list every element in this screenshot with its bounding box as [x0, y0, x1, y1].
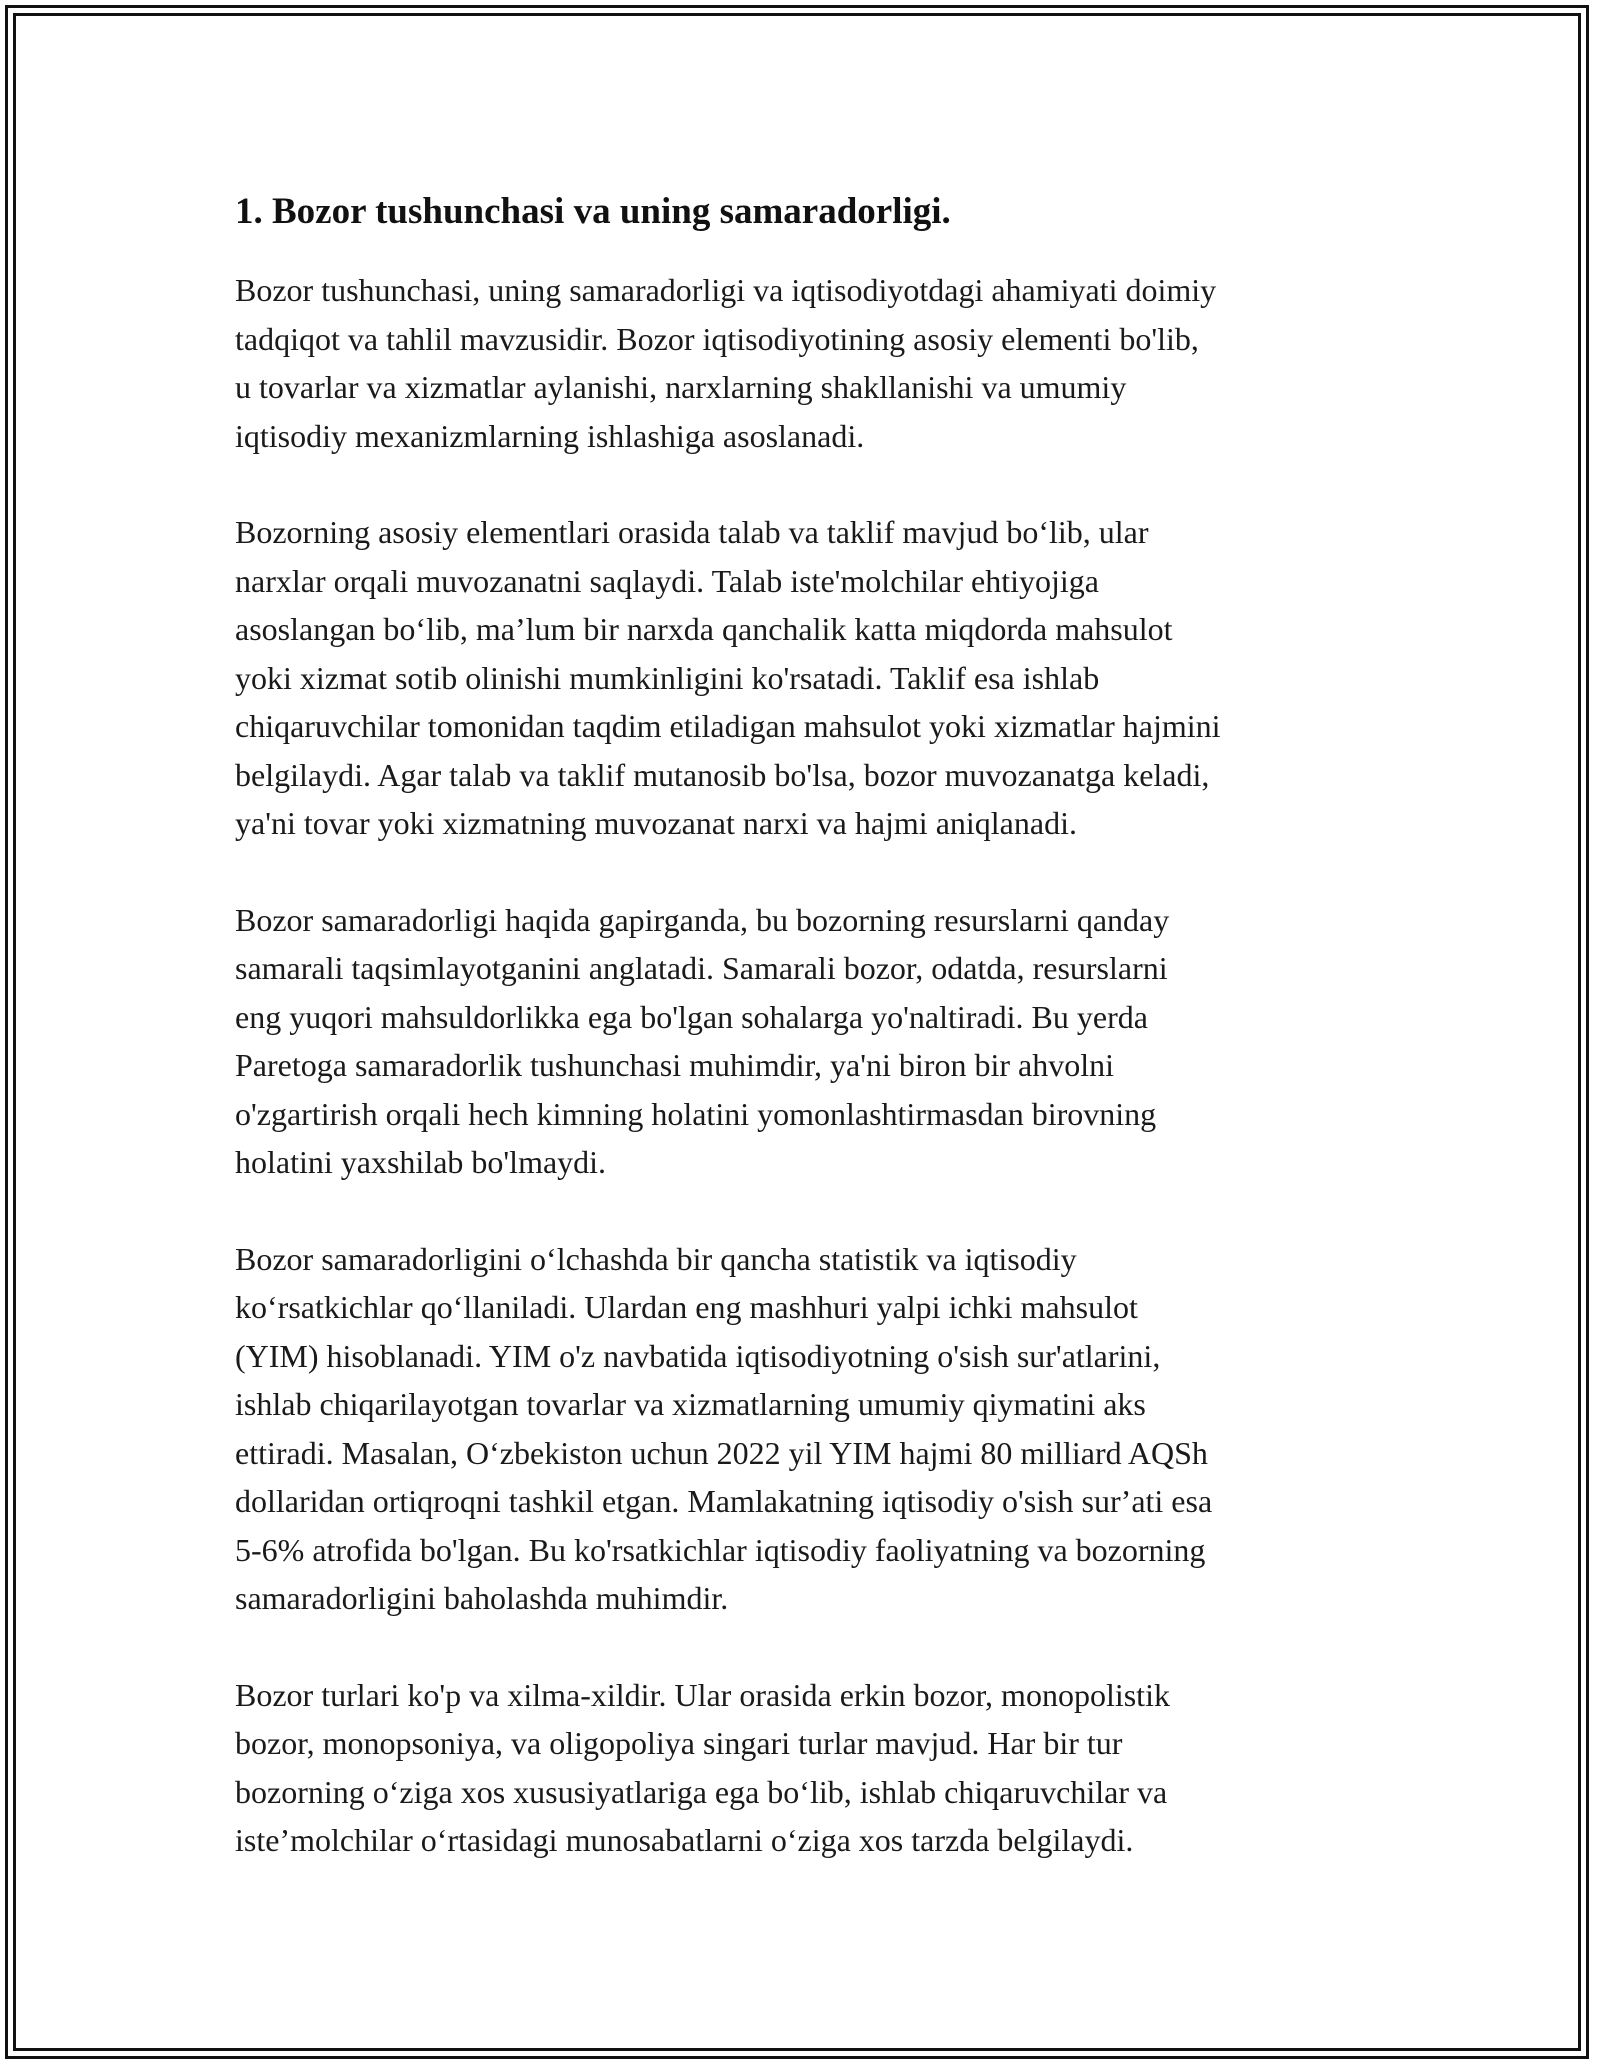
text-line: dollaridan ortiqroqni tashkil etgan. Mamlakatning iqtisodiy o'sish surʼati esa	[235, 1483, 1213, 1519]
text-line: narxlar orqali muvozanatni saqlaydi. Talab iste'molchilar ehtiyojiga	[235, 562, 1099, 599]
text-line: bozor, monopsoniya, va oligopoliya singari turlar mavjud. Har bir tur	[235, 1725, 1123, 1761]
text-line: koʻrsatkichlar qoʻllaniladi. Ulardan eng mashhuri yalpi ichki mahsulot	[235, 1289, 1138, 1325]
text-line: bozorning oʻziga xos xususiyatlariga ega boʻlib, ishlab chiqaruvchilar va	[235, 1773, 1168, 1810]
text-line: ettiradi. Masalan, Oʻzbekiston uchun 2022 yil YIM hajmi 80 milliard AQSh	[235, 1434, 1208, 1471]
text-line: belgilaydi. Agar talab va taklif mutanosib bo'lsa, bozor muvozanatga keladi,	[235, 756, 1210, 793]
paragraph-market-efficiency	[235, 896, 1385, 1187]
document-body	[235, 188, 1385, 1913]
paragraph-market-concept	[235, 266, 1385, 460]
text-line: (YIM) hisoblanadi. YIM o'z navbatida iqtisodiyotning o'sish sur'atlarini,	[235, 1337, 1161, 1374]
text-line: holatini yaxshilab bo'lmaydi.	[235, 1144, 607, 1180]
text-line: Bozor samaradorligi haqida gapirganda, bu bozorning resurslarni qanday	[235, 901, 1170, 938]
text-line: Paretoga samaradorlik tushunchasi muhimdir, ya'ni biron bir ahvolni	[235, 1047, 1114, 1083]
text-line: 5-6% atrofida bo'lgan. Bu ko'rsatkichlar iqtisodiy faoliyatning va bozorning	[235, 1531, 1206, 1568]
text-line: yoki xizmat sotib olinishi mumkinligini ko'rsatadi. Taklif esa ishlab	[235, 659, 1100, 696]
text-line: chiqaruvchilar tomonidan taqdim etiladigan mahsulot yoki xizmatlar hajmini	[235, 708, 1221, 744]
text-line: samarali taqsimlayotganini anglatadi. Samarali bozor, odatda, resurslarni	[235, 950, 1168, 986]
paragraph-market-types	[235, 1671, 1385, 1865]
paragraph-efficiency-indicators	[235, 1235, 1385, 1623]
text-line: u tovarlar va xizmatlar aylanishi, narxlarning shakllanishi va umumiy	[235, 369, 1127, 405]
text-line: samaradorligini baholashda muhimdir.	[235, 1580, 729, 1616]
text-line: Bozor tushunchasi, uning samaradorligi va iqtisodiyotdagi ahamiyati doimiy	[235, 272, 1217, 308]
text-line: tadqiqot va tahlil mavzusidir. Bozor iqtisodiyotining asosiy elementi bo'lib,	[235, 320, 1199, 357]
paragraph-supply-demand	[235, 508, 1385, 848]
text-line: o'zgartirish orqali hech kimning holatini yomonlashtirmasdan birovning	[235, 1095, 1157, 1132]
text-line: asoslangan boʻlib, maʼlum bir narxda qanchalik katta miqdorda mahsulot	[235, 611, 1173, 647]
text-line: Bozor samaradorligini oʻlchashda bir qancha statistik va iqtisodiy	[235, 1240, 1077, 1277]
text-line: isteʼmolchilar oʻrtasidagi munosabatlarni oʻziga xos tarzda belgilaydi.	[235, 1822, 1134, 1858]
text-line: Bozor turlari ko'p va xilma-xildir. Ular orasida erkin bozor, monopolistik	[235, 1676, 1170, 1713]
section-heading: 1. Bozor tushunchasi va uning samaradorligi.	[235, 191, 951, 232]
text-line: eng yuqori mahsuldorlikka ega bo'lgan sohalarga yo'naltiradi. Bu yerda	[235, 998, 1148, 1035]
text-line: ya'ni tovar yoki xizmatning muvozanat narxi va hajmi aniqlanadi.	[235, 805, 1077, 841]
text-line: iqtisodiy mexanizmlarning ishlashiga asoslanadi.	[235, 417, 865, 454]
text-line: Bozorning asosiy elementlari orasida talab va taklif mavjud boʻlib, ular	[235, 514, 1149, 550]
text-line: ishlab chiqarilayotgan tovarlar va xizmatlarning umumiy qiymatini aks	[235, 1386, 1146, 1422]
